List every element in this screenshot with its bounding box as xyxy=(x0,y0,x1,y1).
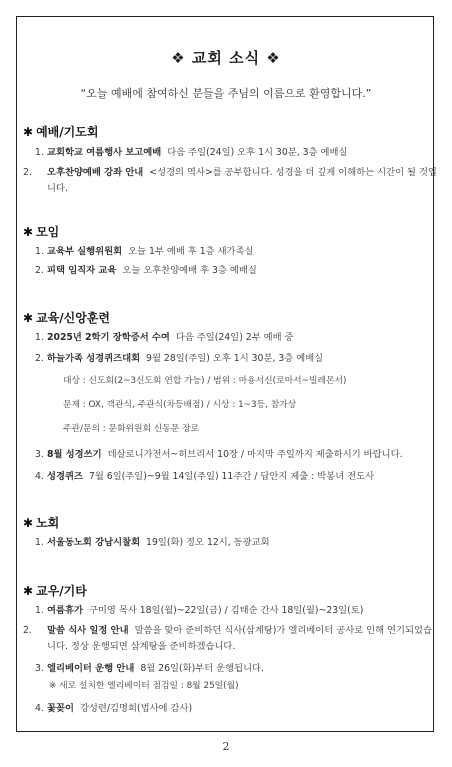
list-item: 1. 서울동노회 강남시찰회 19일(화) 정오 12시, 동광교회 xyxy=(35,537,270,548)
elevator-note: ※ 새로 설치한 엘리베이터 점검일 : 8월 25일(월) xyxy=(49,681,239,691)
list-item: 1. 교육부 실행위원회 오늘 1부 예배 후 1층 새가족실 xyxy=(35,246,254,257)
list-item: 1. 교회학교 여름행사 보고예배 다음 주일(24일) 오후 1시 30분, 3층 예배실 xyxy=(35,147,348,158)
list-item: 2. 하늘가족 성경퀴즈대회 9월 28일(주일) 오후 1시 30분, 3층 예배실 xyxy=(35,353,324,364)
bulletin-page xyxy=(16,16,437,732)
page-number: 2 xyxy=(222,740,230,753)
page-title: ❖ 교회 소식 ❖ xyxy=(171,49,281,67)
quiz-detail: 문제 : OX, 객관식, 주관식(차등배점) / 시상 : 1~3등, 참가상 xyxy=(63,400,297,410)
list-item: 4. 꽃꽂이 강성련/김명희(법사에 감사) xyxy=(35,703,193,714)
section-heading-education: ✱ 교육/신앙훈련 xyxy=(23,311,110,325)
asterisk-icon: ✱ xyxy=(23,311,34,325)
quiz-detail: 주관/문의 : 문화위원회 신동문 장로 xyxy=(63,424,200,434)
list-item: 2. 오후찬양예배 강좌 안내 <성경의 역사>를 공부합니다. 성경을 더 깊게 이해하는 시간이 될 것입니다. xyxy=(23,167,437,194)
list-item: 2. 말씀 식사 일정 안내 말씀을 맞아 준비하던 식사(삼계탕)가 엘리베이터 공사로 인해 연기되었습니다. 정상 운행되면 삼계탕을 준비하겠습니다. xyxy=(23,625,432,652)
list-item: 3. 8월 성경쓰기 데살로니가전서~히브리서 10장 / 마지막 주일까지 제출하시기 바랍니다. xyxy=(35,449,403,460)
section-heading-presbytery: ✱ 노회 xyxy=(23,516,60,530)
section-heading-members: ✱ 교우/기타 xyxy=(23,584,87,598)
asterisk-icon: ✱ xyxy=(23,584,34,598)
quiz-detail: 대상 : 신도회(2~3신도회 연합 가능) / 범위 : 마용서신(로마서~빌레몬서) xyxy=(63,376,347,386)
list-item: 3. 엘리베이터 운행 안내 8월 26일(화)부터 운행됩니다. xyxy=(35,663,264,674)
list-item: 1. 2025년 2학기 장학증서 수여 다음 주일(24일) 2부 예배 중 xyxy=(35,332,294,343)
section-heading-worship: ✱ 예배/기도회 xyxy=(23,125,99,139)
list-item: 2. 피택 임직자 교육 오늘 오후찬양예배 후 3층 예배실 xyxy=(35,265,257,276)
asterisk-icon: ✱ xyxy=(23,225,34,239)
asterisk-icon: ✱ xyxy=(23,125,34,139)
list-item: 1. 여름휴가 구미영 목사 18일(월)~22일(금) / 김태순 간사 18일(월)~23일(토) xyxy=(35,605,364,616)
asterisk-icon: ✱ xyxy=(23,516,34,530)
welcome-message: “오늘 예배에 참여하신 분들을 주님의 이름으로 환영합니다.” xyxy=(80,87,372,100)
list-item: 4. 성경퀴즈 7월 6일(주일)~9월 14일(주일) 11주간 / 답안지 제출 : 박봉녀 전도사 xyxy=(35,471,375,482)
section-heading-meetings: ✱ 모임 xyxy=(23,225,60,239)
